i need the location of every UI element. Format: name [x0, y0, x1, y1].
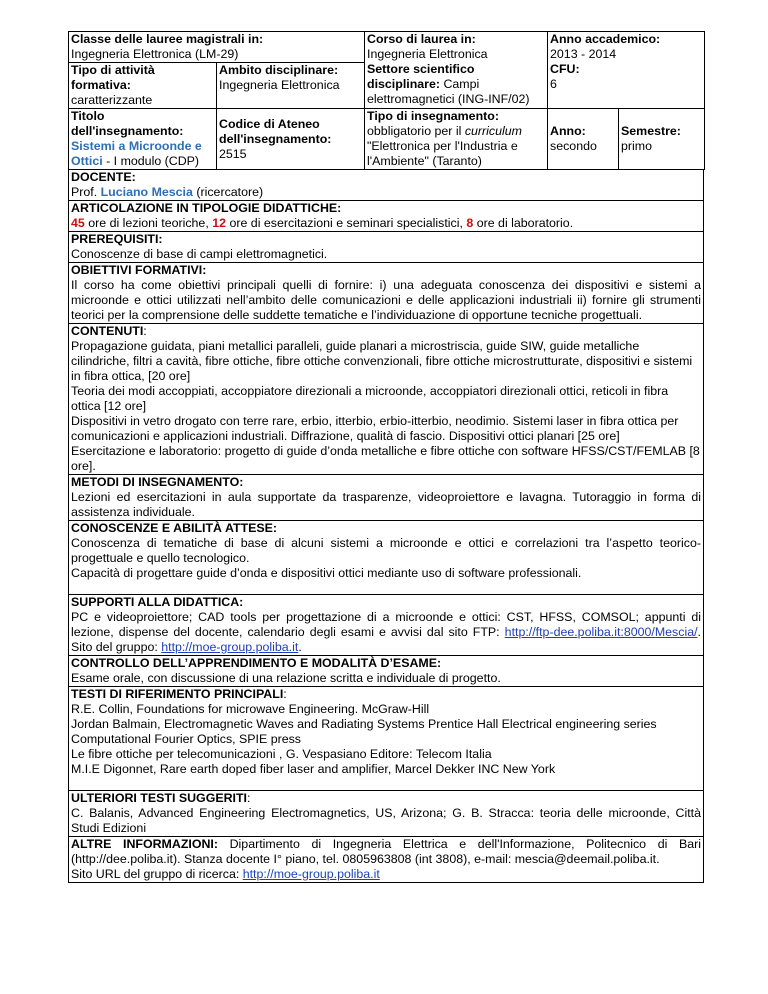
- settore-label-2: disciplinare:: [367, 77, 441, 91]
- contenuti-p1: Propagazione guidata, piani metallici paralleli, guide planari a microstriscia, guide SIW, guide metalliche cilindriche, filtri a cavità, fibre ottiche, fibre ottiche convenzionali, fibre ottiche microstrutturate, dispositivi e sistemi in fibra ottica, [20 ore]: [71, 339, 693, 383]
- ore-esercitazioni: 12: [212, 216, 227, 230]
- docente-name: Luciano: [100, 185, 149, 199]
- classe-value: Ingegneria Elettronica (LM-29): [71, 47, 239, 61]
- testi-item: R.E. Collin, Foundations for microwave Engineering. McGraw-Hill: [71, 702, 430, 716]
- conoscenze-p2: Capacità di progettare guide d’onda e dispositivi ottici mediante uso di software professionali.: [71, 566, 582, 580]
- conoscenze-label: CONOSCENZE E ABILITÀ ATTESE:: [71, 521, 278, 535]
- ulteriori-text: C. Balanis, Advanced Engineering Electromagnetics, US, Arizona; G. B. Stracca: teoria delle microonde, Città Studi Edizioni: [71, 806, 701, 835]
- semestre-cell: [619, 109, 705, 170]
- cfu-label: CFU:: [550, 62, 580, 76]
- header-table: [68, 31, 705, 170]
- group-site-link[interactable]: http://moe-group.poliba.it: [161, 640, 299, 654]
- corso-cell: [365, 32, 548, 109]
- supporti-end: .: [298, 640, 302, 654]
- tipo-ins-value-italic: curriculum: [464, 124, 522, 138]
- prerequisiti-section: [68, 232, 704, 263]
- codice-label-1: Codice di Ateneo: [219, 116, 320, 131]
- obiettivi-text: Il corso ha come obiettivi principali quelli di fornire: i) una adeguata conoscenza dei dispositivi e sistemi a microonde e ottici utilizzati nell’ambito delle comunicazioni e delle applicazioni industriali ii) fornire gli strumenti teorici per la comprensione delle suddette tematiche e l’individuazione di opportune tecniche progettuali.: [71, 278, 701, 322]
- ore-laboratorio-text: ore di laboratorio.: [473, 216, 574, 230]
- anno-acc-value: 2013 - 2014: [550, 47, 617, 61]
- course-sheet: [68, 31, 704, 883]
- anno-cell: [548, 109, 619, 170]
- titolo-label-1: Titolo: [71, 109, 105, 123]
- semestre-value: primo: [621, 139, 652, 153]
- docente-prefix: Prof.: [71, 185, 101, 199]
- contenuti-p3: Dispositivi in vetro drogato con terre rare, erbio, itterbio, erbio-itterbio, neodimio. Sistemi laser in fibra ottica per comunicazioni e applicazioni industriali. Diffrazione, qualità di fascio. Dispositivi ottici planari [25 ore]: [71, 414, 679, 443]
- semestre-label: Semestre:: [621, 124, 681, 138]
- codice-value: 2515: [219, 146, 247, 161]
- research-group-link[interactable]: http://moe-group.poliba.it: [242, 867, 380, 881]
- corso-value: Ingegneria Elettronica: [367, 47, 488, 61]
- altre-text: Dipartimento di Ingegneria Elettrica e dell'Informazione, Politecnico di Bari (http://dee.poliba.it). Stanza docente I° piano, tel. 0805963808 (int 3808), e-mail: mescia@deemail.poliba.it.: [71, 837, 701, 866]
- tipo-ins-cell: [365, 109, 548, 170]
- obiettivi-label: OBIETTIVI FORMATIVI:: [71, 263, 207, 277]
- ulteriori-section: [68, 791, 704, 837]
- conoscenze-p1: Conoscenza di tematiche di base di alcuni sistemi a microonde e ottici e correlazioni tra l’aspetto teorico-progettuale e quello tecnologico.: [71, 536, 701, 565]
- metodi-text: Lezioni ed esercitazioni in aula supportate da trasparenze, videoproiettore e lavagna. Tutoraggio in forma di assistenza individuale.: [71, 490, 701, 519]
- titolo-cell: [69, 109, 217, 170]
- tipo-label-1: Tipo di attività: [71, 63, 155, 77]
- testi-item: M.I.E Digonnet, Rare earth doped fiber laser and amplifier, Marcel Dekker INC New York: [71, 762, 556, 776]
- anno-acc-cell: [548, 32, 705, 109]
- docente-surname: Mescia: [151, 185, 193, 199]
- tipo-ins-value-3: l'Ambiente" (Taranto): [367, 154, 482, 168]
- ulteriori-label: ULTERIORI TESTI SUGGERITI: [71, 791, 247, 805]
- ore-esercitazioni-text: ore di esercitazioni e seminari specialistici,: [226, 216, 467, 230]
- controllo-text: Esame orale, con discussione di una relazione scritta e individuale di progetto.: [71, 671, 501, 685]
- ore-lezioni: 45: [71, 216, 85, 230]
- conoscenze-section: [68, 521, 704, 595]
- altre-line3: Sito URL del gruppo di ricerca:: [71, 867, 243, 881]
- metodi-section: [68, 475, 704, 521]
- controllo-section: [68, 656, 704, 687]
- codice-label-2: dell'insegnamento:: [219, 131, 332, 146]
- articolazione-section: [68, 201, 704, 232]
- testi-label: TESTI DI RIFERIMENTO PRINCIPALI: [71, 687, 284, 701]
- docente-section: [68, 170, 704, 201]
- titolo-value-2: Ottici: [71, 154, 103, 168]
- docente-role: (ricercatore): [192, 185, 264, 199]
- supporti-label: SUPPORTI ALLA DIDATTICA:: [71, 595, 244, 609]
- docente-label: DOCENTE:: [71, 170, 136, 184]
- tipo-cell: [69, 63, 217, 109]
- prerequisiti-label: PREREQUISITI:: [71, 232, 163, 246]
- contenuti-section: [68, 324, 704, 475]
- ftp-link[interactable]: http://ftp-dee.poliba.it:8000/Mescia/: [504, 625, 698, 639]
- classe-cell: [69, 32, 365, 63]
- ulteriori-colon: :: [247, 791, 251, 805]
- ambito-value: Ingegneria Elettronica: [219, 78, 340, 92]
- contenuti-p2: Teoria dei modi accoppiati, accoppiatore direzionali a microonde, accoppiatori direzionali ottici, reticoli in fibra ottica [12 ore]: [71, 384, 669, 413]
- ore-lezioni-text: ore di lezioni teoriche,: [84, 216, 213, 230]
- contenuti-label: CONTENUTI: [71, 324, 144, 338]
- anno-acc-label: Anno accademico:: [550, 32, 661, 46]
- obiettivi-section: [68, 263, 704, 324]
- settore-value-2: elettromagnetici (ING-INF/02): [367, 92, 530, 106]
- tipo-ins-value-1: obbligatorio per il: [367, 124, 465, 138]
- tipo-ins-value-2: "Elettronica per l'Industria e: [367, 139, 518, 153]
- ambito-label: Ambito disciplinare:: [219, 63, 339, 77]
- metodi-label: METODI DI INSEGNAMENTO:: [71, 475, 244, 489]
- testi-item: Le fibre ottiche per telecomunicazioni , G. Vespasiano Editore: Telecom Italia: [71, 747, 492, 761]
- cfu-value: 6: [550, 77, 557, 91]
- anno-value: secondo: [550, 139, 597, 153]
- anno-label: Anno:: [550, 124, 586, 138]
- classe-label: Classe delle lauree magistrali in:: [71, 32, 264, 46]
- tipo-value: caratterizzante: [71, 93, 153, 107]
- testi-item: Jordan Balmain, Electromagnetic Waves and Radiating Systems Prentice Hall Electrical engineering series: [71, 717, 657, 731]
- testi-item: Computational Fourier Optics, SPIE press: [71, 732, 302, 746]
- contenuti-p4: Esercitazione e laboratorio: progetto di guide d’onda metalliche e fibre ottiche con software HFSS/CST/FEMLAB [8 ore].: [71, 444, 700, 473]
- altre-label: ALTRE INFORMAZIONI:: [71, 837, 218, 851]
- articolazione-label: ARTICOLAZIONE IN TIPOLOGIE DIDATTICHE:: [71, 201, 342, 215]
- titolo-label-2: dell'insegnamento:: [71, 124, 184, 138]
- supporti-text: PC e videoproiettore; CAD tools per progettazione di a microonde e ottici: CST, HFSS, COMSOL; appunti di lezione, dispense del docente, calendario degli esami e avvisi dal sito FTP:: [71, 610, 701, 639]
- titolo-value-3: - I modulo (CDP): [102, 154, 200, 168]
- supporti-section: [68, 595, 704, 656]
- settore-value-1: Campi: [440, 77, 480, 91]
- ambito-cell: [217, 63, 365, 109]
- controllo-label: CONTROLLO DELL’APPRENDIMENTO E MODALITÀ D’ESAME:: [71, 656, 442, 670]
- prerequisiti-text: Conoscenze di base di campi elettromagnetici.: [71, 247, 328, 261]
- corso-label: Corso di laurea in:: [367, 32, 476, 46]
- supporti-mid: . Sito del gruppo:: [71, 625, 701, 654]
- tipo-label-2: formativa:: [71, 78, 131, 92]
- codice-cell: [217, 109, 365, 170]
- titolo-value-1: Sistemi a Microonde e: [71, 139, 202, 153]
- tipo-ins-label: Tipo di insegnamento:: [367, 109, 499, 123]
- testi-section: [68, 687, 704, 791]
- altre-section: [68, 837, 704, 883]
- contenuti-colon: :: [143, 324, 147, 338]
- testi-colon: :: [283, 687, 287, 701]
- ore-laboratorio: 8: [466, 216, 474, 230]
- settore-label-1: Settore scientifico: [367, 62, 475, 76]
